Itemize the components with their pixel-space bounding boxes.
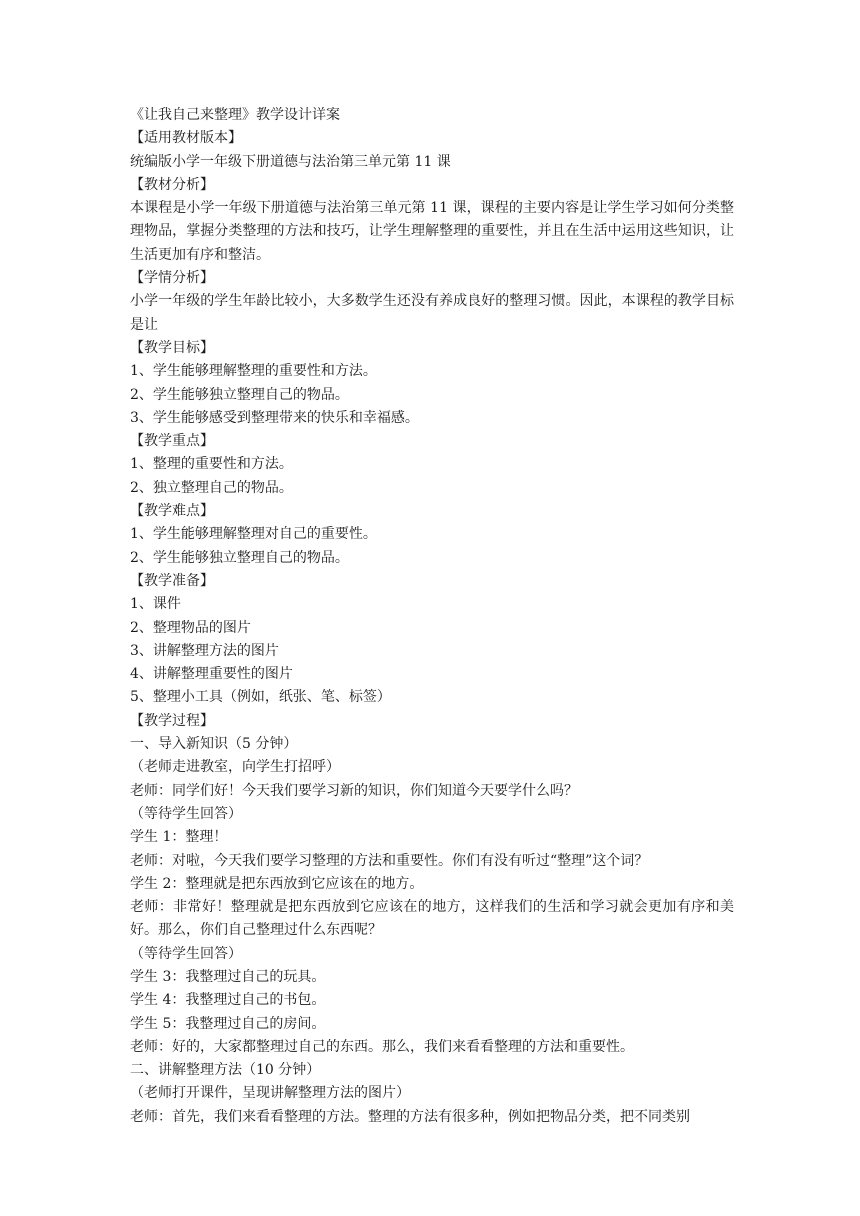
- process-line: 学生 2：整理就是把东西放到它应该在的地方。: [130, 875, 424, 892]
- process-line: （老师走进教室，向学生打招呼）: [130, 759, 340, 776]
- preparation-item: 5、整理小工具（例如，纸张、笔、标签）: [130, 689, 391, 706]
- preparation-item: 3、讲解整理方法的图片: [130, 642, 279, 659]
- heading-material-analysis: 【教材分析】: [130, 176, 214, 193]
- heading-textbook-version: 【适用教材版本】: [130, 130, 242, 147]
- process-line: （老师打开课件，呈现讲解整理方法的图片）: [130, 1085, 410, 1102]
- document-title: 《让我自己来整理》教学设计详案: [130, 107, 340, 123]
- student-analysis-text: 小学一年级的学生年龄比较小，大多数学生还没有养成良好的整理习惯。因此，本课程的教学目标是让: [130, 293, 734, 333]
- process-line: （等待学生回答）: [130, 805, 242, 822]
- difficult-point-item: 1、学生能够理解整理对自己的重要性。: [130, 526, 377, 543]
- heading-teaching-goals: 【教学目标】: [130, 339, 214, 356]
- section-title: 一、导入新知识（5 分钟）: [130, 736, 298, 753]
- process-line: 老师：首先，我们来看看整理的方法。整理的方法有很多种，例如把物品分类，把不同类别: [130, 1108, 690, 1125]
- section-title: 二、讲解整理方法（10 分钟）: [130, 1062, 321, 1079]
- goal-item: 3、学生能够感受到整理带来的快乐和幸福感。: [130, 409, 419, 426]
- process-line: （等待学生回答）: [130, 945, 242, 962]
- process-line: 学生 5：我整理过自己的房间。: [130, 1015, 326, 1032]
- process-paragraph: 老师：非常好！整理就是把东西放到它应该在的地方，这样我们的生活和学习就会更加有序和美好。那么，你们自己整理过什么东西呢？: [130, 899, 734, 939]
- goal-item: 2、学生能够独立整理自己的物品。: [130, 386, 349, 403]
- heading-key-points: 【教学重点】: [130, 433, 214, 450]
- difficult-point-item: 2、学生能够独立整理自己的物品。: [130, 549, 349, 566]
- process-line: 学生 3：我整理过自己的玩具。: [130, 968, 326, 985]
- key-point-item: 2、独立整理自己的物品。: [130, 479, 293, 496]
- key-point-item: 1、整理的重要性和方法。: [130, 456, 293, 473]
- heading-difficult-points: 【教学难点】: [130, 503, 214, 520]
- material-analysis-text: 本课程是小学一年级下册道德与法治第三单元第 11 课，课程的主要内容是让学生学习如何分类整理物品，掌握分类整理的方法和技巧，让学生理解整理的重要性，并且在生活中运用这些知识，让生活更加有序和整洁。: [130, 200, 734, 263]
- process-line: 老师：对啦，今天我们要学习整理的方法和重要性。你们有没有听过“整理”这个词？: [130, 852, 649, 869]
- process-line: 老师：好的，大家都整理过自己的东西。那么，我们来看看整理的方法和重要性。: [130, 1038, 634, 1055]
- preparation-item: 1、课件: [130, 596, 181, 613]
- process-line: 学生 1：整理！: [130, 829, 228, 846]
- process-line: 学生 4：我整理过自己的书包。: [130, 992, 326, 1009]
- heading-student-analysis: 【学情分析】: [130, 270, 214, 287]
- textbook-version: 统编版小学一年级下册道德与法治第三单元第 11 课: [130, 153, 451, 170]
- document-page: [130, 104, 734, 1129]
- preparation-item: 2、整理物品的图片: [130, 619, 251, 636]
- process-line: 老师：同学们好！今天我们要学习新的知识，你们知道今天要学什么吗？: [130, 782, 578, 799]
- preparation-item: 4、讲解整理重要性的图片: [130, 666, 293, 683]
- heading-preparation: 【教学准备】: [130, 572, 214, 589]
- heading-teaching-process: 【教学过程】: [130, 712, 214, 729]
- goal-item: 1、学生能够理解整理的重要性和方法。: [130, 363, 377, 380]
